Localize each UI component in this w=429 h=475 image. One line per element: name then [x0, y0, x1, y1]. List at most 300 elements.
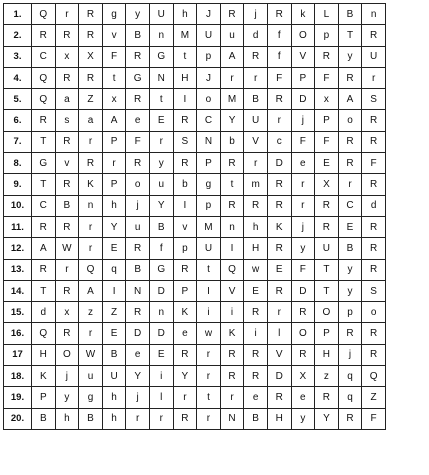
letter-cell: R [55, 280, 79, 301]
letter-cell: P [102, 174, 126, 195]
letter-cell: F [126, 131, 150, 152]
letter-cell: h [55, 408, 79, 429]
letter-cell: U [197, 238, 221, 259]
letter-cell: R [32, 110, 56, 131]
letter-cell: Y [220, 110, 244, 131]
grid-row [4, 131, 386, 152]
letter-cell: t [197, 387, 221, 408]
letter-cell: R [244, 366, 268, 387]
letter-cell: m [244, 174, 268, 195]
letter-cell: o [338, 110, 362, 131]
letter-cell: R [79, 25, 103, 46]
grid-row [4, 110, 386, 131]
letter-cell: i [197, 302, 221, 323]
letter-cell: r [79, 238, 103, 259]
letter-cell: S [362, 89, 386, 110]
letter-cell: B [79, 408, 103, 429]
letter-cell: T [315, 280, 339, 301]
letter-cell: R [79, 4, 103, 25]
letter-cell: n [149, 25, 173, 46]
letter-cell: h [244, 216, 268, 237]
letter-cell: V [220, 280, 244, 301]
letter-cell: r [79, 131, 103, 152]
letter-cell: S [173, 131, 197, 152]
letter-cell: Q [220, 259, 244, 280]
row-number: 13. [4, 259, 32, 280]
letter-cell: L [315, 4, 339, 25]
letter-cell: p [197, 195, 221, 216]
letter-cell: p [173, 238, 197, 259]
letter-cell: Z [102, 302, 126, 323]
letter-cell: B [32, 408, 56, 429]
letter-cell: I [197, 280, 221, 301]
grid-row [4, 344, 386, 365]
letter-cell: M [173, 25, 197, 46]
letter-cell: R [362, 131, 386, 152]
letter-cell: r [197, 366, 221, 387]
letter-cell: R [244, 46, 268, 67]
letter-cell: n [149, 302, 173, 323]
grid-row [4, 259, 386, 280]
letter-cell: R [220, 195, 244, 216]
letter-cell: D [291, 89, 315, 110]
letter-cell: g [102, 4, 126, 25]
letter-cell: b [173, 174, 197, 195]
letter-cell: u [126, 216, 150, 237]
letter-cell: A [220, 46, 244, 67]
letter-cell: K [79, 174, 103, 195]
letter-cell: N [197, 131, 221, 152]
letter-cell: B [338, 238, 362, 259]
letter-cell: R [79, 67, 103, 88]
letter-cell: P [291, 67, 315, 88]
letter-cell: r [338, 174, 362, 195]
letter-cell: R [338, 408, 362, 429]
letter-cell: e [126, 344, 150, 365]
letter-cell: D [267, 153, 291, 174]
grid-row [4, 216, 386, 237]
letter-cell: j [338, 344, 362, 365]
letter-cell: R [267, 238, 291, 259]
grid-row [4, 153, 386, 174]
letter-cell: W [55, 238, 79, 259]
letter-cell: D [149, 323, 173, 344]
letter-cell: F [362, 408, 386, 429]
grid-row [4, 302, 386, 323]
letter-cell: z [315, 366, 339, 387]
letter-cell: K [220, 323, 244, 344]
letter-cell: J [197, 4, 221, 25]
letter-cell: r [149, 408, 173, 429]
letter-cell: R [55, 323, 79, 344]
letter-cell: V [244, 131, 268, 152]
row-number: 11. [4, 216, 32, 237]
row-number: 8. [4, 153, 32, 174]
letter-cell: R [267, 174, 291, 195]
letter-cell: R [362, 323, 386, 344]
letter-cell: g [197, 174, 221, 195]
row-number: 15. [4, 302, 32, 323]
letter-cell: d [244, 25, 268, 46]
letter-cell: r [55, 259, 79, 280]
letter-cell: e [244, 387, 268, 408]
letter-cell: r [126, 408, 150, 429]
grid-row [4, 387, 386, 408]
row-number: 5. [4, 89, 32, 110]
letter-cell: G [126, 67, 150, 88]
letter-cell: Y [102, 216, 126, 237]
grid-row [4, 195, 386, 216]
letter-cell: l [149, 387, 173, 408]
letter-cell: z [79, 302, 103, 323]
letter-cell: j [55, 366, 79, 387]
row-number: 14. [4, 280, 32, 301]
letter-cell: r [149, 131, 173, 152]
letter-cell: O [55, 344, 79, 365]
letter-cell: v [102, 25, 126, 46]
grid-row [4, 46, 386, 67]
letter-cell: B [338, 4, 362, 25]
letter-cell: t [173, 46, 197, 67]
letter-cell: R [220, 4, 244, 25]
letter-cell: B [126, 25, 150, 46]
letter-cell: R [315, 46, 339, 67]
letter-cell: R [338, 67, 362, 88]
grid-row [4, 25, 386, 46]
letter-cell: R [32, 216, 56, 237]
letter-cell: x [102, 89, 126, 110]
letter-cell: U [362, 46, 386, 67]
row-number: 17 [4, 344, 32, 365]
letter-cell: G [32, 153, 56, 174]
letter-cell: j [126, 387, 150, 408]
letter-cell: R [362, 110, 386, 131]
letter-cell: t [149, 89, 173, 110]
row-number: 2. [4, 25, 32, 46]
letter-cell: I [102, 280, 126, 301]
letter-cell: D [267, 366, 291, 387]
grid-row [4, 408, 386, 429]
letter-cell: C [32, 46, 56, 67]
letter-cell: K [173, 302, 197, 323]
letter-cell: R [32, 25, 56, 46]
letter-cell: H [32, 344, 56, 365]
letter-cell: F [315, 131, 339, 152]
letter-cell: q [338, 387, 362, 408]
letter-cell: r [220, 67, 244, 88]
letter-cell: N [126, 280, 150, 301]
grid-row [4, 366, 386, 387]
letter-cell: r [173, 387, 197, 408]
letter-cell: P [315, 323, 339, 344]
letter-cell: R [126, 89, 150, 110]
letter-cell: P [173, 280, 197, 301]
letter-cell: E [149, 344, 173, 365]
letter-cell: w [244, 259, 268, 280]
letter-cell: p [197, 46, 221, 67]
letter-cell: F [315, 67, 339, 88]
letter-cell: B [244, 89, 268, 110]
letter-cell: R [291, 344, 315, 365]
letter-cell: j [291, 216, 315, 237]
letter-cell: r [291, 195, 315, 216]
letter-cell: O [315, 302, 339, 323]
letter-cell: x [315, 89, 339, 110]
letter-cell: B [126, 259, 150, 280]
letter-cell: E [315, 153, 339, 174]
letter-cell: R [291, 302, 315, 323]
letter-cell: D [291, 280, 315, 301]
letter-cell: F [291, 259, 315, 280]
letter-cell: H [267, 408, 291, 429]
letter-cell: E [102, 323, 126, 344]
letter-cell: b [220, 131, 244, 152]
row-number: 7. [4, 131, 32, 152]
letter-cell: v [55, 153, 79, 174]
letter-cell: r [55, 4, 79, 25]
letter-cell: H [173, 67, 197, 88]
letter-cell: I [173, 195, 197, 216]
letter-cell: R [362, 238, 386, 259]
letter-cell: n [362, 4, 386, 25]
letter-cell: q [338, 366, 362, 387]
letter-cell: o [197, 89, 221, 110]
letter-cell: T [32, 280, 56, 301]
letter-cell: T [32, 174, 56, 195]
letter-cell: f [267, 46, 291, 67]
grid-row [4, 4, 386, 25]
letter-cell: y [338, 280, 362, 301]
letter-cell: Y [149, 195, 173, 216]
letter-cell: l [267, 323, 291, 344]
letter-cell: w [197, 323, 221, 344]
letter-cell: r [197, 344, 221, 365]
letter-cell: r [79, 216, 103, 237]
letter-cell: O [291, 25, 315, 46]
letter-cell: Z [362, 387, 386, 408]
letter-cell: U [197, 25, 221, 46]
letter-cell: U [244, 110, 268, 131]
letter-cell: R [126, 302, 150, 323]
letter-cell: R [338, 131, 362, 152]
letter-cell: x [55, 302, 79, 323]
letter-cell: R [55, 25, 79, 46]
letter-cell: r [79, 323, 103, 344]
letter-cell: K [32, 366, 56, 387]
row-number: 1. [4, 4, 32, 25]
letter-cell: R [315, 387, 339, 408]
letter-cell: r [291, 174, 315, 195]
letter-cell: R [244, 302, 268, 323]
letter-cell: R [362, 344, 386, 365]
letter-cell: E [244, 280, 268, 301]
letter-grid-container [3, 3, 386, 430]
letter-cell: M [197, 216, 221, 237]
letter-cell: r [197, 408, 221, 429]
letter-cell: u [79, 366, 103, 387]
letter-cell: B [102, 344, 126, 365]
letter-cell: t [102, 67, 126, 88]
letter-cell: R [267, 195, 291, 216]
letter-cell: r [267, 110, 291, 131]
letter-cell: X [315, 174, 339, 195]
letter-cell: R [55, 174, 79, 195]
letter-cell: R [315, 216, 339, 237]
letter-cell: C [338, 195, 362, 216]
letter-cell: H [244, 238, 268, 259]
letter-cell: D [149, 280, 173, 301]
letter-cell: R [126, 238, 150, 259]
row-number: 19. [4, 387, 32, 408]
letter-cell: u [220, 25, 244, 46]
letter-cell: R [362, 259, 386, 280]
row-number: 18. [4, 366, 32, 387]
letter-cell: B [149, 216, 173, 237]
letter-cell: R [55, 216, 79, 237]
letter-cell: E [267, 259, 291, 280]
letter-cell: T [32, 131, 56, 152]
letter-cell: R [173, 344, 197, 365]
letter-cell: i [220, 302, 244, 323]
letter-cell: F [362, 153, 386, 174]
letter-cell: T [315, 259, 339, 280]
letter-cell: Q [362, 366, 386, 387]
row-number: 16. [4, 323, 32, 344]
letter-cell: p [338, 302, 362, 323]
grid-row [4, 67, 386, 88]
letter-cell: I [220, 238, 244, 259]
row-number: 20. [4, 408, 32, 429]
letter-cell: y [291, 408, 315, 429]
letter-cell: R [79, 153, 103, 174]
letter-cell: R [267, 280, 291, 301]
letter-cell: r [362, 67, 386, 88]
letter-cell: U [102, 366, 126, 387]
letter-cell: i [149, 366, 173, 387]
letter-cell: R [32, 259, 56, 280]
letter-cell: A [338, 89, 362, 110]
letter-cell: P [197, 153, 221, 174]
letter-cell: R [338, 153, 362, 174]
grid-row [4, 174, 386, 195]
letter-cell: y [291, 238, 315, 259]
letter-cell: A [79, 280, 103, 301]
letter-cell: y [55, 387, 79, 408]
letter-cell: R [267, 387, 291, 408]
letter-cell: X [79, 46, 103, 67]
letter-cell: G [149, 46, 173, 67]
letter-cell: R [173, 153, 197, 174]
letter-cell: W [79, 344, 103, 365]
letter-cell: h [102, 387, 126, 408]
grid-row [4, 89, 386, 110]
letter-cell: R [267, 4, 291, 25]
letter-cell: E [149, 110, 173, 131]
letter-cell: R [362, 25, 386, 46]
letter-cell: R [220, 344, 244, 365]
letter-cell: t [197, 259, 221, 280]
row-number: 6. [4, 110, 32, 131]
letter-cell: Y [126, 366, 150, 387]
letter-cell: y [338, 259, 362, 280]
letter-cell: e [291, 387, 315, 408]
letter-cell: Q [32, 4, 56, 25]
letter-cell: P [315, 110, 339, 131]
letter-cell: M [220, 89, 244, 110]
grid-row [4, 280, 386, 301]
letter-cell: R [267, 89, 291, 110]
letter-cell: r [102, 153, 126, 174]
letter-cell: Q [79, 259, 103, 280]
letter-cell: s [55, 110, 79, 131]
letter-cell: A [102, 110, 126, 131]
letter-cell: R [126, 153, 150, 174]
row-number: 10. [4, 195, 32, 216]
letter-cell: o [362, 302, 386, 323]
letter-cell: e [291, 153, 315, 174]
letter-cell: g [79, 387, 103, 408]
letter-cell: E [102, 238, 126, 259]
letter-cell: h [102, 195, 126, 216]
letter-grid [3, 3, 386, 430]
letter-cell: J [197, 67, 221, 88]
letter-cell: R [55, 67, 79, 88]
letter-cell: f [267, 25, 291, 46]
grid-row [4, 323, 386, 344]
letter-cell: V [267, 344, 291, 365]
letter-cell: Y [315, 408, 339, 429]
letter-cell: P [32, 387, 56, 408]
letter-cell: R [126, 46, 150, 67]
letter-cell: I [173, 89, 197, 110]
letter-cell: Z [79, 89, 103, 110]
letter-cell: Q [32, 89, 56, 110]
letter-cell: R [173, 259, 197, 280]
letter-cell: N [149, 67, 173, 88]
letter-cell: T [338, 25, 362, 46]
letter-cell: R [55, 131, 79, 152]
row-number: 12. [4, 238, 32, 259]
letter-cell: c [267, 131, 291, 152]
letter-cell: y [149, 153, 173, 174]
letter-cell: o [126, 174, 150, 195]
letter-cell: F [102, 46, 126, 67]
letter-cell: Q [32, 67, 56, 88]
letter-cell: D [126, 323, 150, 344]
letter-cell: N [220, 408, 244, 429]
letter-cell: V [291, 46, 315, 67]
letter-cell: R [220, 366, 244, 387]
letter-cell: e [173, 323, 197, 344]
letter-cell: n [79, 195, 103, 216]
letter-cell: h [102, 408, 126, 429]
letter-cell: C [197, 110, 221, 131]
letter-cell: R [244, 344, 268, 365]
letter-cell: p [315, 25, 339, 46]
letter-cell: U [149, 4, 173, 25]
letter-cell: v [173, 216, 197, 237]
letter-cell: y [126, 4, 150, 25]
letter-cell: H [315, 344, 339, 365]
letter-cell: O [291, 323, 315, 344]
letter-cell: r [244, 67, 268, 88]
letter-cell: r [267, 302, 291, 323]
letter-cell: F [291, 131, 315, 152]
letter-cell: d [32, 302, 56, 323]
letter-cell: j [244, 4, 268, 25]
letter-cell: j [126, 195, 150, 216]
letter-cell: f [149, 238, 173, 259]
